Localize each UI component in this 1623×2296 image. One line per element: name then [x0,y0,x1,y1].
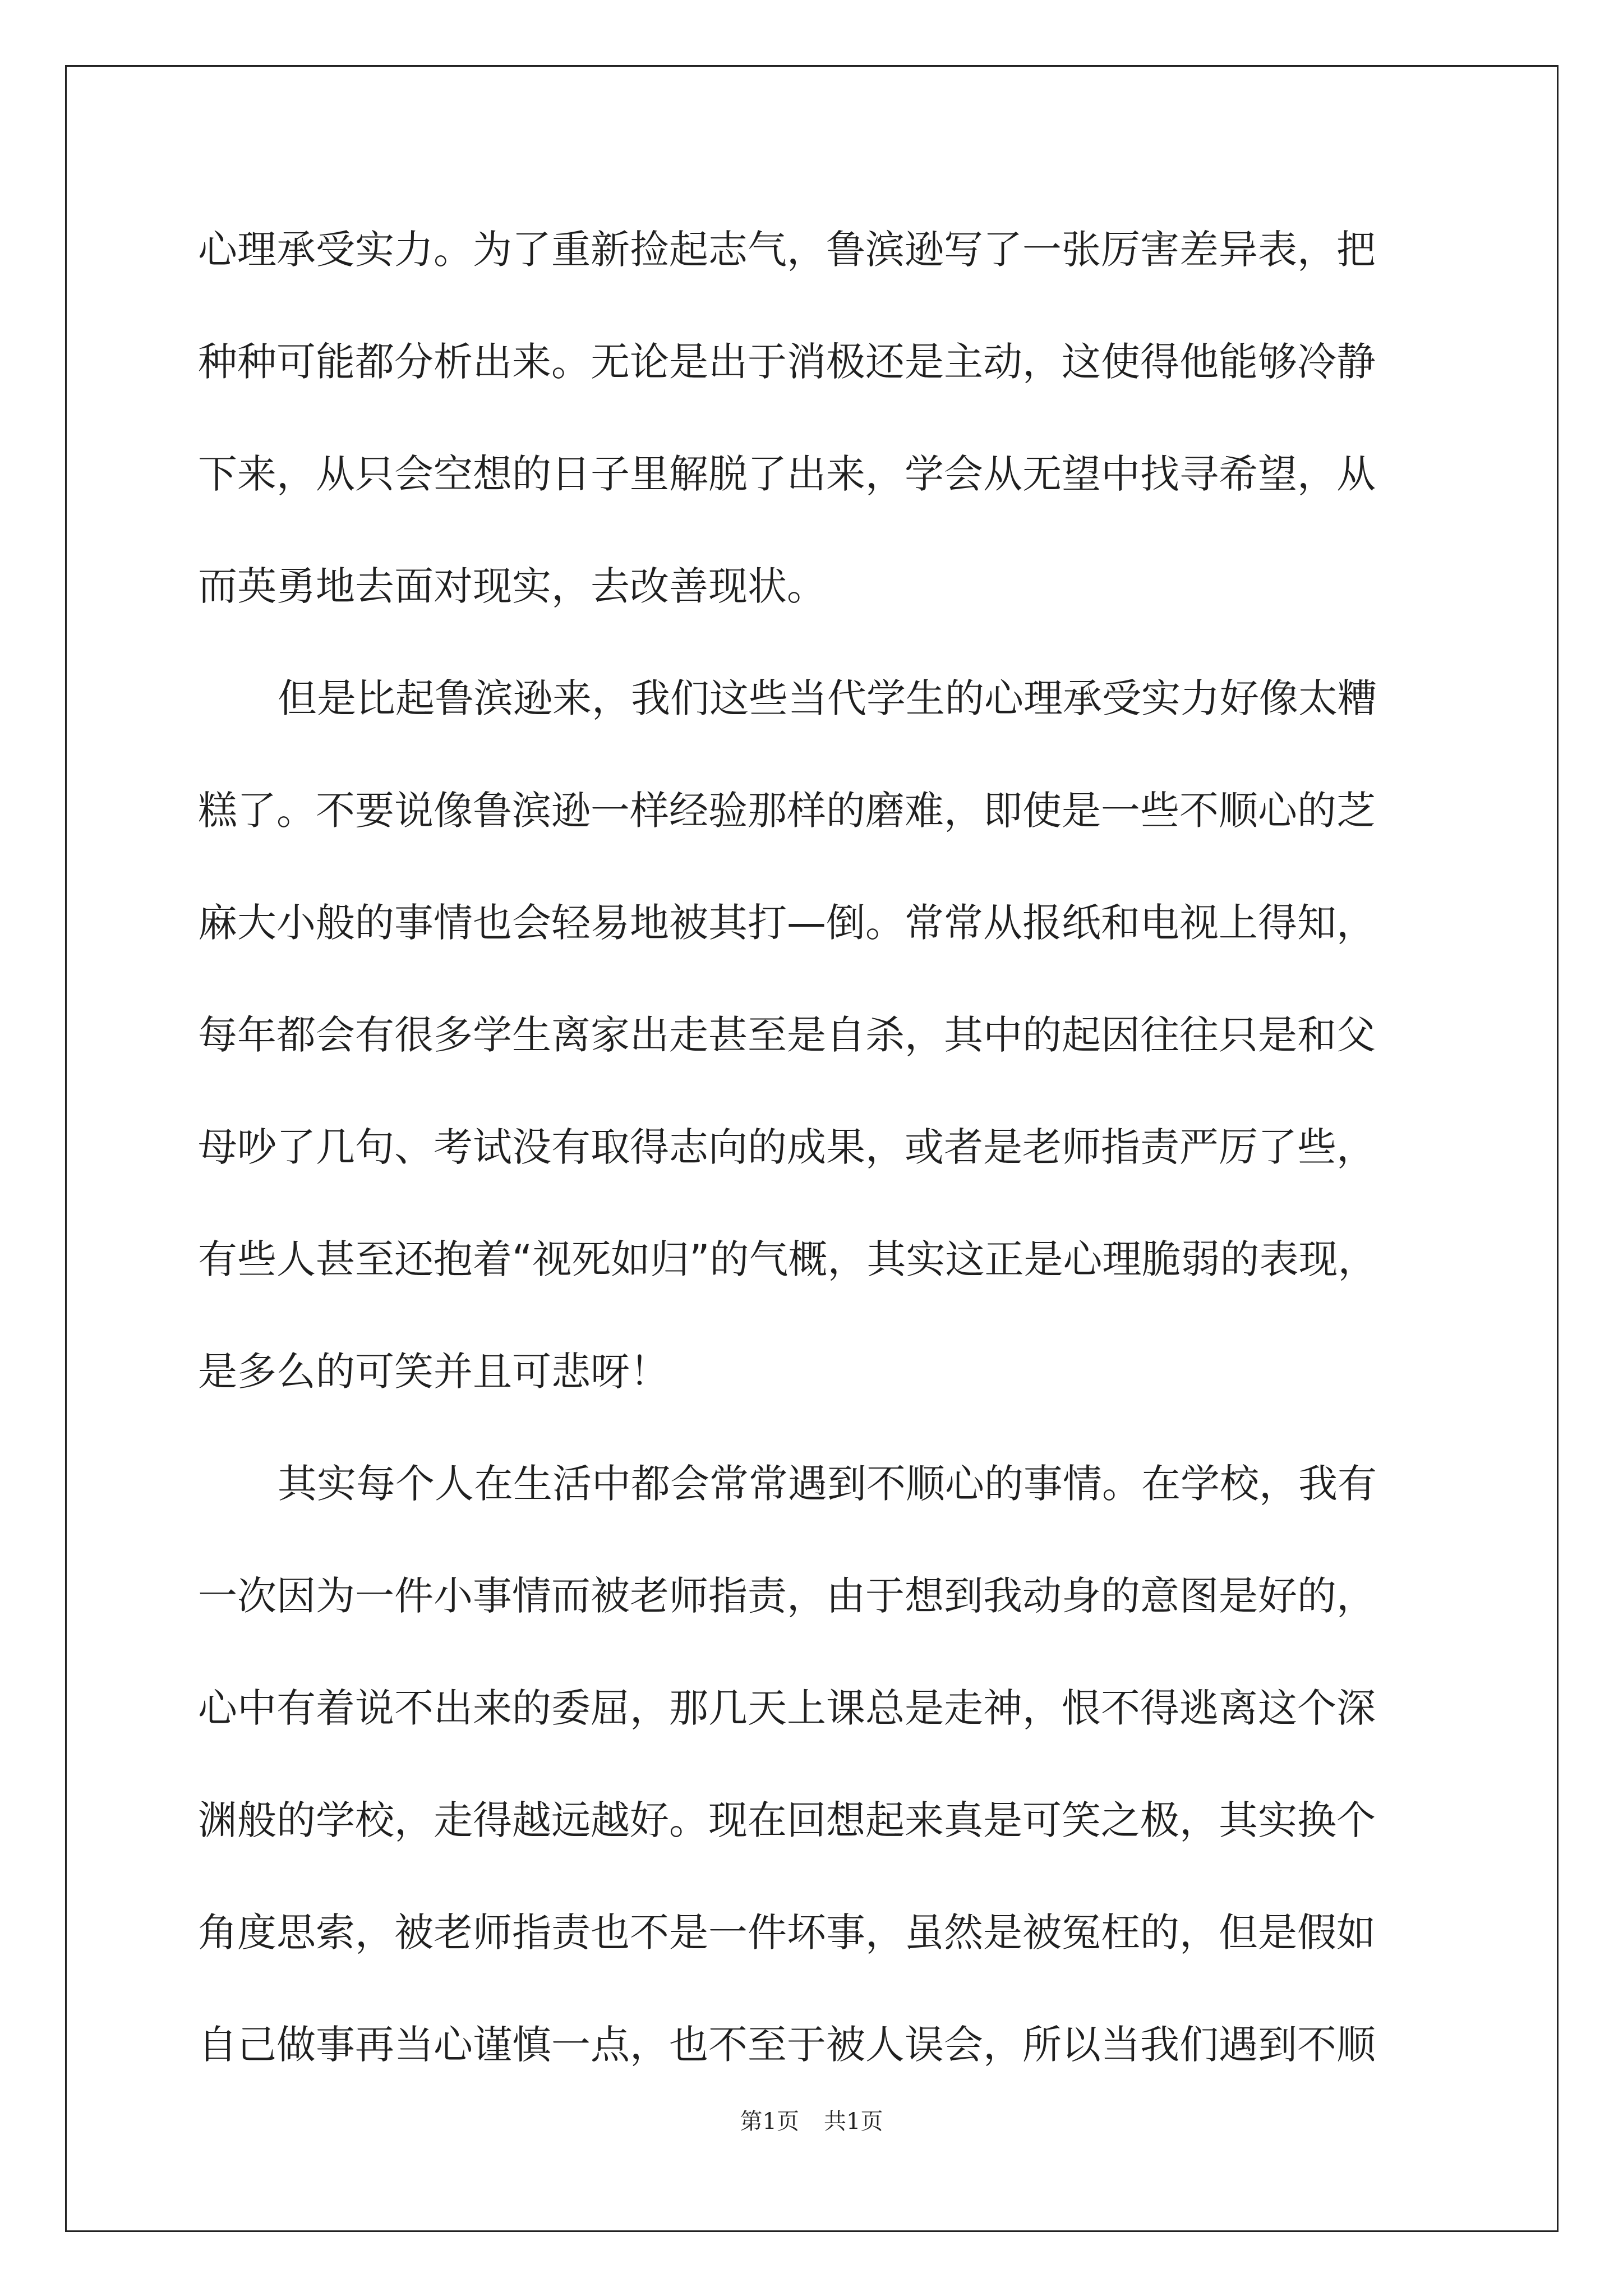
text-line: 自己做事再当心谨慎一点，也不至于被人误会，所以当我们遇到不顺 [198,2022,1376,2068]
text-line: 是多么的可笑并且可悲呀！ [198,1349,669,1395]
text-line: 一次因为一件小事情而被老师指责，由于想到我动身的意图是好的， [198,1573,1376,1619]
text-line: 渊般的学校，走得越远越好。现在回想起来真是可笑之极，其实换个 [198,1797,1376,1843]
page-number: 第1页 [740,2109,799,2134]
text-line: 有些人甚至还抱着“视死如归”的气概，其实这正是心理脆弱的表现， [198,1236,1377,1282]
text-line: 其实每个人在生活中都会常常遇到不顺心的事情。在学校，我有 [278,1461,1377,1507]
text-line: 而英勇地去面对现实，去改善现状。 [198,563,826,609]
text-line: 种种可能都分析出来。无论是出于消极还是主动，这使得他能够冷静 [198,339,1376,385]
text-line: 下来，从只会空想的日子里解脱了出来，学会从无望中找寻希望，从 [198,451,1376,497]
text-line: 心理承受实力。为了重新捡起志气，鲁滨逊写了一张厉害差异表，把 [198,227,1376,273]
text-line: 每年都会有很多学生离家出走甚至是自杀，其中的起因往往只是和父 [198,1012,1376,1058]
text-line: 心中有着说不出来的委屈，那几天上课总是走神，恨不得逃离这个深 [198,1685,1376,1731]
page-total: 共1页 [824,2109,883,2134]
text-line: 麻大小般的事情也会轻易地被其打—倒。常常从报纸和电视上得知， [198,900,1376,946]
text-line: 母吵了几句、考试没有取得志向的成果，或者是老师指责严厉了些， [198,1124,1376,1170]
text-line: 糕了。不要说像鲁滨逊一样经验那样的磨难，即使是一些不顺心的芝 [198,788,1376,834]
text-line: 但是比起鲁滨逊来，我们这些当代学生的心理承受实力好像太糟 [278,675,1377,721]
page-footer [0,2105,1623,2138]
text-line: 角度思索，被老师指责也不是一件坏事，虽然是被冤枉的，但是假如 [198,1910,1376,1955]
